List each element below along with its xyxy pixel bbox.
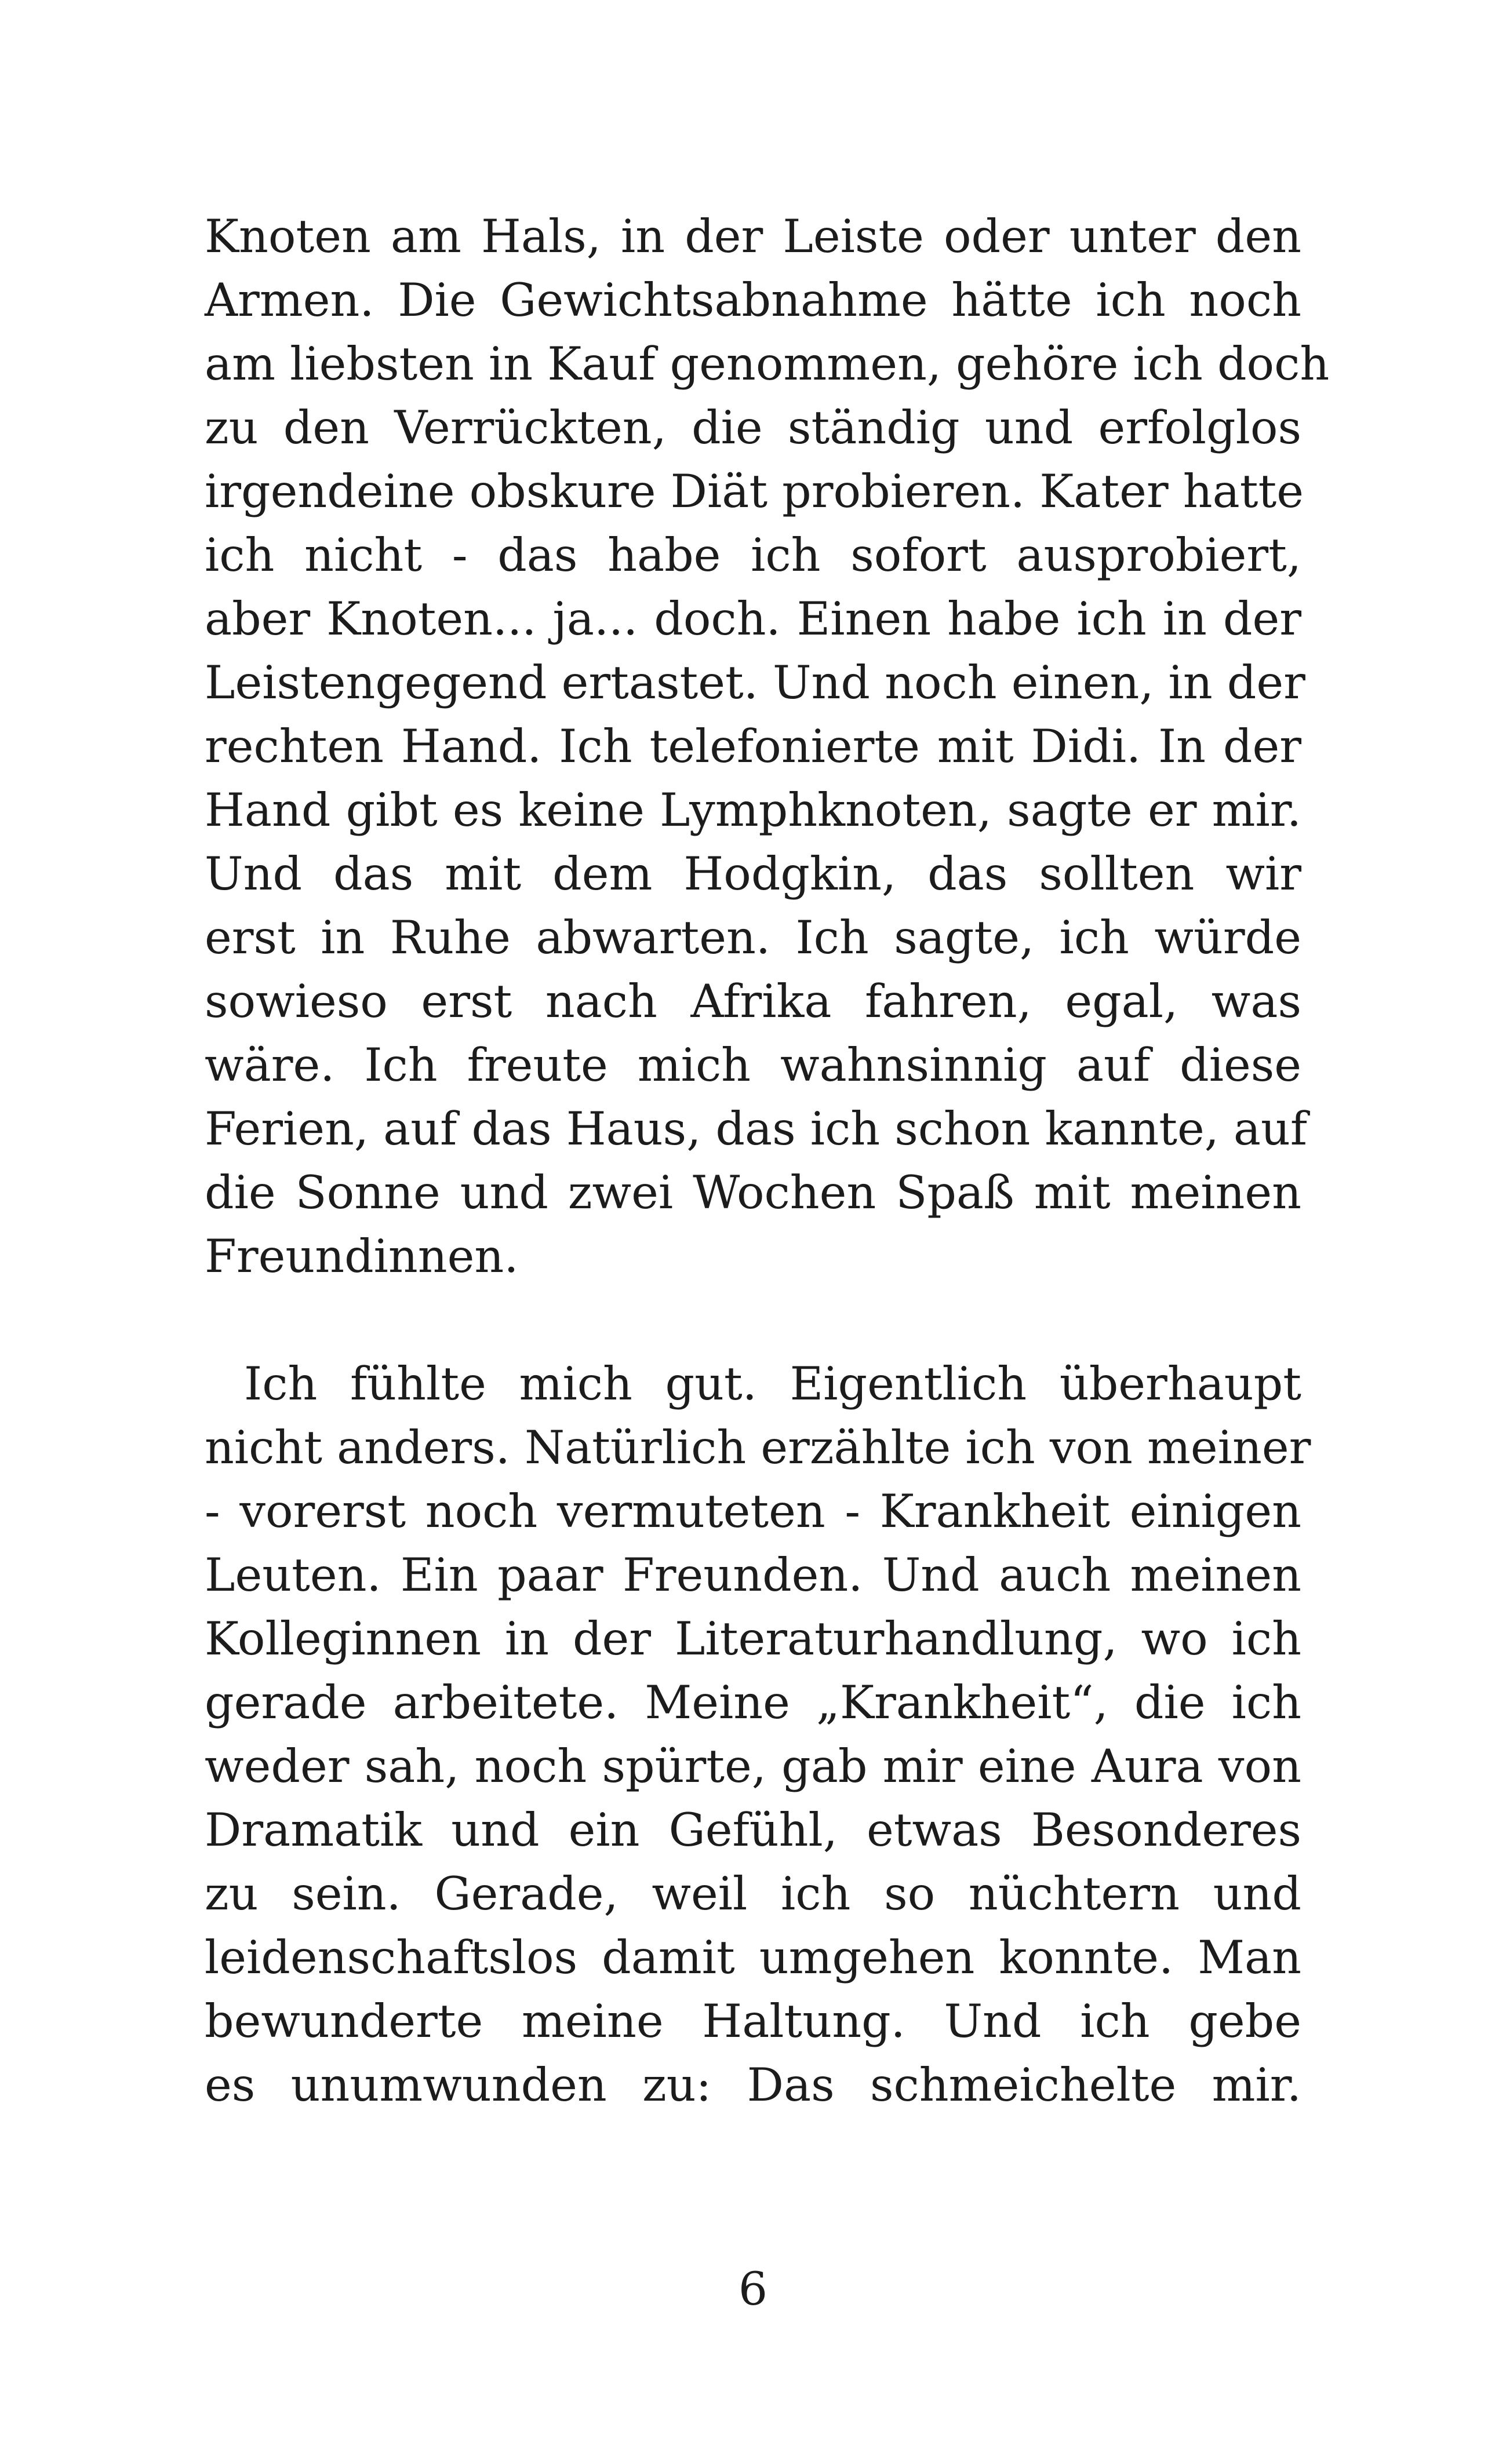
text-line: zu den Verrückten, die ständig und erfolglos (205, 401, 1301, 454)
text-line: bewunderte meine Haltung. Und ich gebe (205, 1995, 1301, 2048)
text-line: am liebsten in Kauf genommen, gehöre ich doch (205, 337, 1330, 391)
text-line: Und das mit dem Hodgkin, das sollten wir (205, 847, 1301, 901)
text-line: weder sah, noch spürte, gab mir eine Aura von (205, 1740, 1301, 1793)
text-line: Hand gibt es keine Lymphknoten, sagte er mir. (205, 783, 1301, 837)
page-number: 6 (738, 2262, 768, 2316)
text-line: Armen. Die Gewichtsabnahme hätte ich noch (205, 274, 1301, 327)
text-line: Ich fühlte mich gut. Eigentlich überhaupt (244, 1357, 1301, 1410)
text-line: Leistengegend ertastet. Und noch einen, in der (205, 656, 1305, 709)
text-line: zu sein. Gerade, weil ich so nüchtern und (205, 1867, 1301, 1920)
text-line: Dramatik und ein Gefühl, etwas Besonderes (205, 1803, 1301, 1857)
text-line: erst in Ruhe abwarten. Ich sagte, ich würde (205, 911, 1301, 964)
text-line: die Sonne und zwei Wochen Spaß mit meinen (205, 1166, 1301, 1219)
text-line: leidenschaftslos damit umgehen konnte. Man (205, 1931, 1301, 1984)
paragraph-2 (205, 1352, 1311, 2117)
text-line: sowieso erst nach Afrika fahren, egal, was (205, 975, 1301, 1028)
text-line: es unumwunden zu: Das schmeichelte mir. (205, 2058, 1301, 2112)
text-line: aber Knoten... ja... doch. Einen habe ich in der (205, 592, 1301, 646)
text-line: wäre. Ich freute mich wahnsinnig auf diese (205, 1038, 1301, 1092)
text-line: gerade arbeitete. Meine „Krankheit“, die ich (205, 1676, 1301, 1729)
text-line: nicht anders. Natürlich erzählte ich von meiner (205, 1421, 1311, 1474)
text-line: Ferien, auf das Haus, das ich schon kannte, auf (205, 1102, 1308, 1156)
text-line: Leuten. Ein paar Freunden. Und auch meinen (205, 1548, 1301, 1602)
text-line: rechten Hand. Ich telefonierte mit Didi. In der (205, 720, 1301, 773)
paragraph-1 (205, 205, 1330, 1288)
text-line: Freundinnen. (205, 1230, 519, 1283)
text-line: irgendeine obskure Diät probieren. Kater hatte (205, 465, 1304, 518)
text-line: Knoten am Hals, in der Leiste oder unter den (205, 210, 1301, 263)
text-line: - vorerst noch vermuteten - Krankheit einigen (205, 1485, 1301, 1538)
text-line: Kolleginnen in der Literaturhandlung, wo ich (205, 1612, 1301, 1665)
text-line: ich nicht - das habe ich sofort ausprobiert, (205, 528, 1301, 582)
